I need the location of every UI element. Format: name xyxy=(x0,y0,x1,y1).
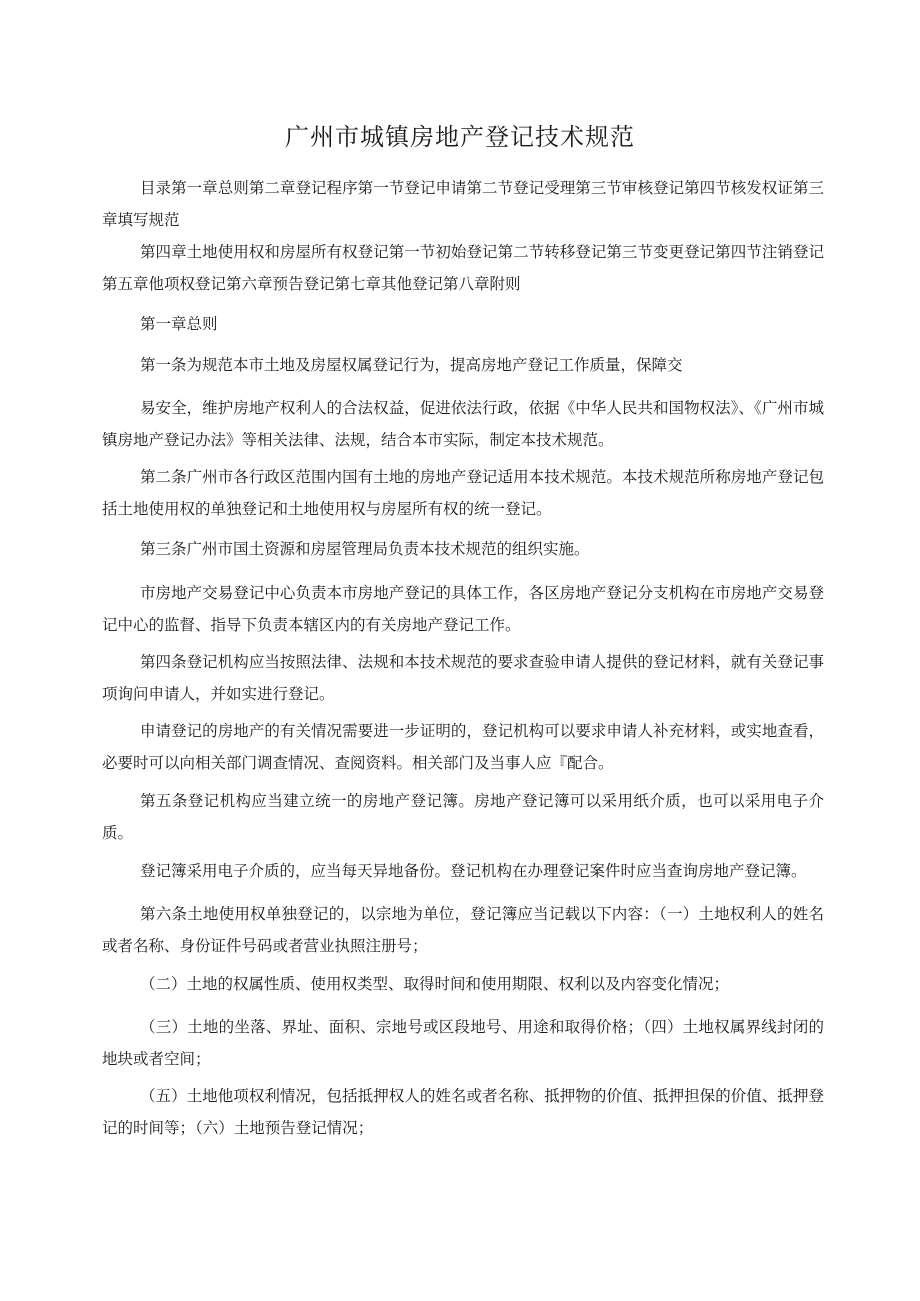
article-6-items-5-6: （五）土地他项权利情况，包括抵押权人的姓名或者名称、抵押物的价值、抵押担保的价值、抵押登记的时间等；（六）土地预告登记情况； xyxy=(102,1087,824,1137)
article-1-part-1: 第一条为规范本市土地及房屋权属登记行为，提高房地产登记工作质量，保障交 xyxy=(140,356,683,374)
toc-paragraph-1: 目录第一章总则第二章登记程序第一节登记申请第二节登记受理第三节审核登记第四节核发权证第三章填写规范 xyxy=(102,179,824,229)
chapter-heading: 第一章总则 xyxy=(140,315,218,333)
document-title: 广州市城镇房地产登记技术规范 xyxy=(285,123,635,151)
article-3: 第三条广州市国土资源和房屋管理局负责本技术规范的组织实施。 xyxy=(140,540,590,558)
toc-paragraph-2: 第四章土地使用权和房屋所有权登记第一节初始登记第二节转移登记第三节变更登记第四节注销登记第五章他项权登记第六章预告登记第七章其他登记第八章附则 xyxy=(102,243,824,293)
article-4-paragraph-2: 申请登记的房地产的有关情况需要进一步证明的，登记机构可以要求申请人补充材料，或实地查看，必要时可以向相关部门调查情况、查阅资料。相关部门及当事人应『配合。 xyxy=(102,722,824,772)
article-1-part-2: 易安全，维护房地产权利人的合法权益，促进依法行政，依据《中华人民共和国物权法》、《广州市城镇房地产登记办法》等相关法律、法规，结合本市实际，制定本技术规范。 xyxy=(102,399,824,449)
article-3-paragraph-2: 市房地产交易登记中心负责本市房地产登记的具体工作，各区房地产登记分支机构在市房地产交易登记中心的监督、指导下负责本辖区内的有关房地产登记工作。 xyxy=(102,584,824,634)
article-2: 第二条广州市各行政区范围内国有土地的房地产登记适用本技术规范。本技术规范所称房地产登记包括土地使用权的单独登记和土地使用权与房屋所有权的统一登记。 xyxy=(102,468,824,518)
article-5-paragraph-2: 登记簿采用电子介质的，应当每天异地备份。登记机构在办理登记案件时应当查询房地产登记簿。 xyxy=(140,862,807,880)
article-6-item-2: （二）土地的权属性质、使用权类型、取得时间和使用期限、权利以及内容变化情况； xyxy=(140,975,730,993)
article-6-items-3-4: （三）土地的坐落、界址、面积、宗地号或区段地号、用途和取得价格；（四）土地权属界线封闭的地块或者空间； xyxy=(102,1018,824,1068)
article-6: 第六条土地使用权单独登记的，以宗地为单位，登记簿应当记载以下内容：（一）土地权利人的姓名或者名称、身份证件号码或者营业执照注册号； xyxy=(102,905,824,955)
article-4: 第四条登记机构应当按照法律、法规和本技术规范的要求查验申请人提供的登记材料，就有关登记事项询问申请人，并如实进行登记。 xyxy=(102,653,824,703)
article-5: 第五条登记机构应当建立统一的房地产登记簿。房地产登记簿可以采用纸介质，也可以采用电子介质。 xyxy=(102,792,824,842)
